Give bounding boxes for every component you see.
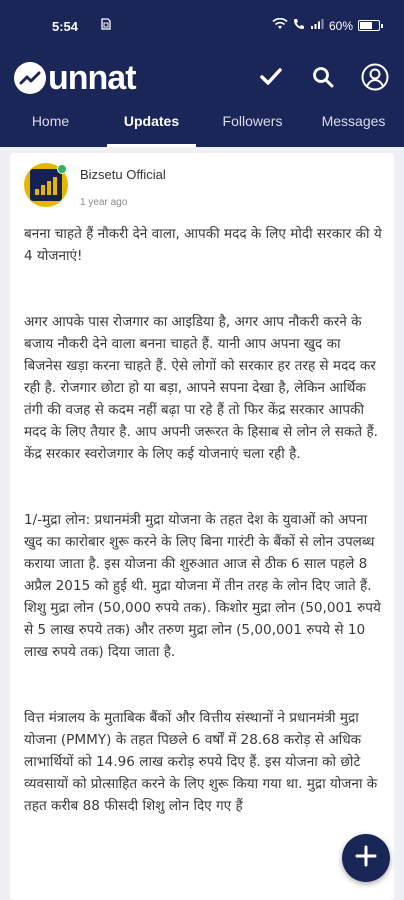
battery-icon	[358, 20, 380, 31]
tab-messages[interactable]: Messages	[321, 113, 386, 129]
status-icons	[272, 18, 380, 33]
logo-text: unnat	[48, 59, 136, 97]
post-paragraph: अगर आपके पास रोजगार का आइडिया है, अगर आप नौकरी करने के बजाय नौकरी देने वाला बनना चाहते हैं. यानी आप अपना खुद का बिजनेस खड़ा करना चाहते हैं. ऐसे लोगों को सरकार हर तरह से मदद कर रही है. रोजगार छोटा हो या बड़ा, आपने सपना देखा है, लेकिन आर्थिक तंगी की वजह से कदम नहीं बढ़ा पा रहे हैं तो फिर केंद्र सरकार आपकी मदद के लिए तैयार है. आप अपनी जरूरत के हिसाब से लोन ले सकते हैं. केंद्र सरकार स्वरोजगार के लिए कई योजनाएं चला रही है.	[24, 314, 379, 462]
post-card	[10, 153, 394, 900]
check-icon[interactable]	[256, 62, 286, 92]
status-time: 5:54	[52, 19, 79, 34]
logo-chart-icon	[14, 62, 46, 94]
verified-icon	[57, 164, 67, 174]
add-post-button[interactable]	[342, 834, 390, 882]
post-time: 1 year ago	[80, 197, 128, 208]
tab-bar	[0, 100, 404, 147]
plus-icon	[355, 845, 377, 871]
avatar[interactable]	[24, 163, 68, 207]
tab-followers[interactable]: Followers	[222, 113, 283, 129]
signal-icon	[310, 18, 324, 33]
feed[interactable]	[0, 147, 404, 900]
app-bar	[0, 56, 404, 100]
post-author[interactable]: Bizsetu Official	[80, 167, 166, 182]
wifi-icon	[272, 18, 288, 33]
bar-chart-icon	[30, 169, 62, 201]
post-paragraph: बनना चाहते हैं नौकरी देने वाला, आपकी मदद के लिए मोदी सरकार की ये 4 योजनाएं!	[24, 226, 382, 264]
profile-icon[interactable]	[360, 62, 390, 92]
status-bar	[0, 0, 404, 56]
call-icon	[293, 18, 305, 33]
post-paragraph: 1/-मुद्रा लोन: प्रधानमंत्री मुद्रा योजना के तहत देश के युवाओं को अपना खुद का कारोबार शुरू करने के लिए बिना गारंटी के बैंकों से लोन उपलब्ध कराया जाता है. इस योजना की शुरुआत आज से ठीक 6 साल पहले 8 अप्रैल 2015 को हुई थी. मुद्रा योजना में तीन तरह के लोन दिए जाते हैं. शिशु मुद्रा लोन (50,000 रुपये तक). किशोर मुद्रा लोन (50,001 रुपये से 5 लाख रुपये तक) और तरुण मुद्रा लोन (5,00,001 रुपये से 10 लाख रुपये तक) दिया जाता है.	[24, 512, 381, 660]
tab-home[interactable]: Home	[31, 113, 70, 129]
tab-updates[interactable]: Updates	[101, 100, 202, 147]
app-logo[interactable]	[14, 56, 136, 100]
app-bar-actions	[256, 62, 390, 92]
sim-icon	[101, 18, 111, 33]
post-paragraph: वित्त मंत्रालय के मुताबिक बैंकों और वित्तीय संस्थानों ने प्रधानमंत्री मुद्रा योजना (PMMY) के तहत पिछले 6 वर्षों में 28.68 करोड़ से अधिक लाभार्थियों को 14.96 लाख करोड़ रुपये दिए हैं. इस योजना को छोटे व्यवसायों को प्रोत्साहित करने के लिए शुरू किया गया था. मुद्रा योजना के तहत करीब 88 फीसदी शिशु लोन दिए गए हैं	[24, 710, 378, 814]
battery-percent: 60%	[328, 18, 353, 33]
search-icon[interactable]	[308, 62, 338, 92]
post-body	[24, 223, 382, 839]
